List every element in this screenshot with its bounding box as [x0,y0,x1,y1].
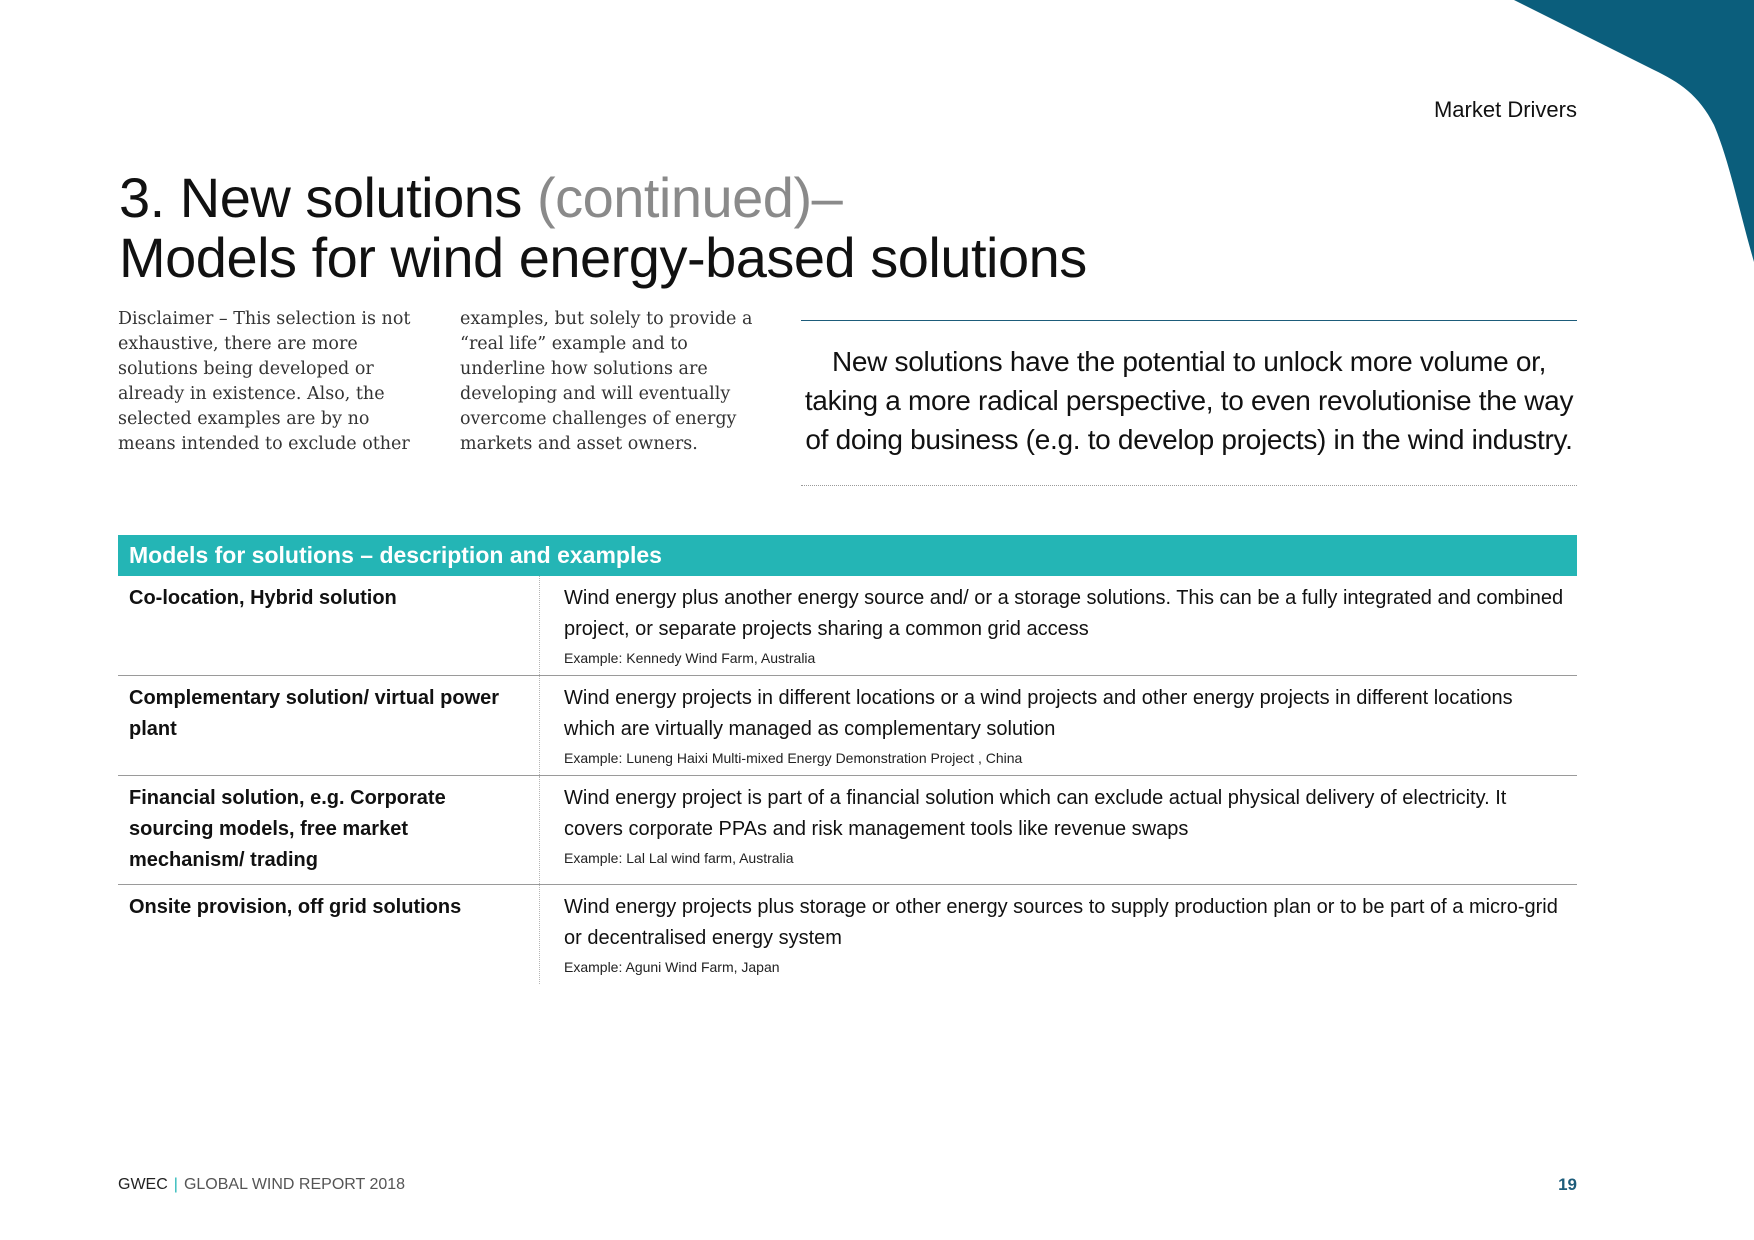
footer-org: GWEC [118,1176,168,1193]
corner-decoration [1514,0,1754,270]
disclaimer-text: Disclaimer – This selection is not exhaustive, there are more solutions being developed or already in existence. Also, the selected examples are by no means intended to exclude other examples, but solely to provide a “real life” example and to underline how solutions are developing and will eventually overcome challenges of energy markets and asset owners. [118,309,753,454]
table-row [118,676,1577,776]
title-continued: (continued)– [536,166,843,229]
title-main: 3. New solutions [119,166,537,229]
row-example: Example: Luneng Haixi Multi-mixed Energy Demonstration Project , China [564,750,1023,766]
title-subtitle: Models for wind energy-based solutions [119,226,1087,289]
pull-quote: New solutions have the potential to unlock more volume or, taking a more radical perspective, to even revolutionise the way of doing business (e.g. to develop projects) in the wind industry. [801,320,1577,486]
row-description: Wind energy projects in different locations or a wind projects and other energy projects in different locations which are virtually managed as complementary solution [564,687,1513,740]
footer-separator: | [173,1176,178,1193]
footer [118,1176,405,1194]
models-table [118,535,1577,984]
footer-report-title: GLOBAL WIND REPORT 2018 [183,1176,406,1193]
row-label: Onsite provision, off grid solutions [118,885,540,984]
row-description: Wind energy plus another energy source and/ or a storage solutions. This can be a fully integrated and combined project, or separate projects sharing a common grid access [564,587,1564,640]
row-example: Example: Kennedy Wind Farm, Australia [564,650,816,666]
section-label: Market Drivers [1433,97,1577,122]
row-example: Example: Aguni Wind Farm, Japan [564,959,780,975]
table-row [118,885,1577,984]
row-label: Complementary solution/ virtual power plant [118,676,540,775]
row-label: Financial solution, e.g. Corporate sourcing models, free market mechanism/ trading [118,776,540,884]
page-number: 19 [1558,1175,1577,1194]
row-body [540,885,1577,984]
row-description: Wind energy project is part of a financial solution which can exclude actual physical delivery of electricity. It covers corporate PPAs and risk management tools like revenue swaps [564,787,1507,840]
table-header: Models for solutions – description and examples [118,535,1577,576]
row-body [540,676,1577,775]
page-title [119,168,1087,288]
row-description: Wind energy projects plus storage or other energy sources to supply production plan or to be part of a micro-grid or decentralised energy system [564,896,1558,949]
row-body [540,576,1577,675]
table-row [118,576,1577,676]
row-body [540,776,1577,884]
table-row [118,776,1577,885]
row-label: Co-location, Hybrid solution [118,576,540,675]
row-example: Example: Lal Lal wind farm, Australia [564,850,794,866]
